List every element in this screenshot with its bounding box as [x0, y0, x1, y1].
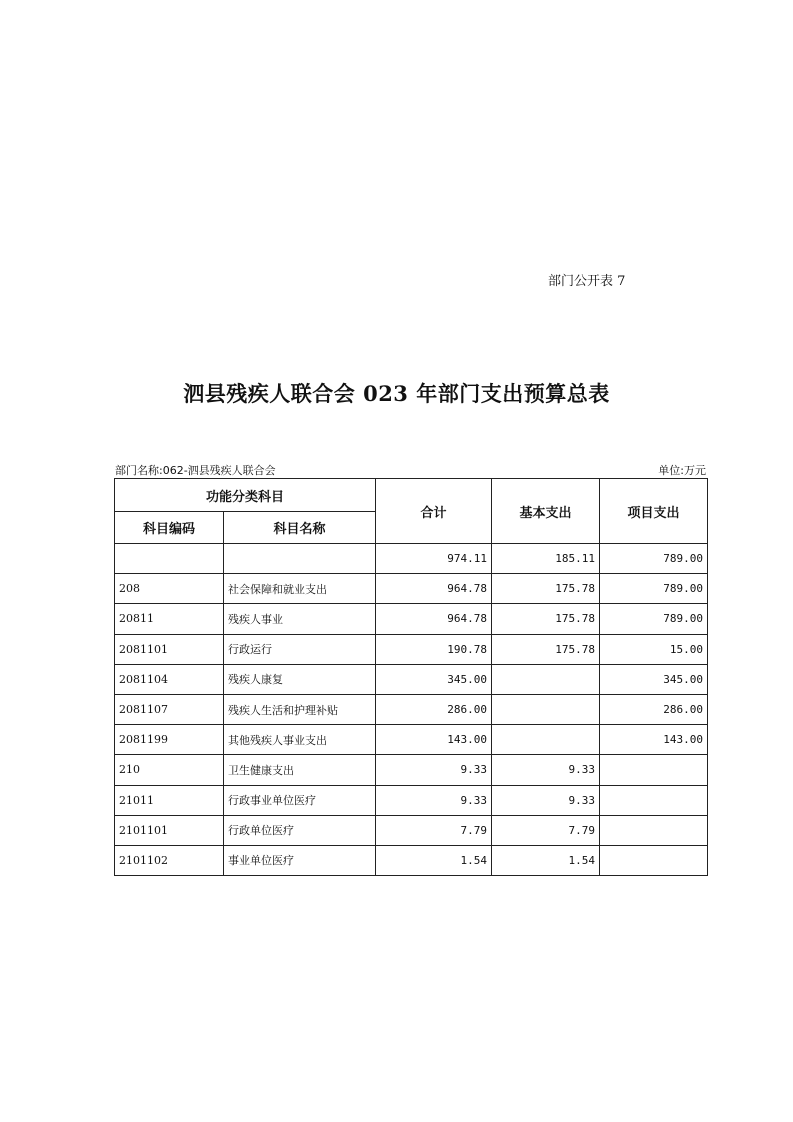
cell-total: 9.33: [376, 755, 492, 785]
cell-basic: 175.78: [492, 634, 600, 664]
header-project: 项目支出: [600, 479, 708, 544]
cell-basic: 9.33: [492, 755, 600, 785]
cell-code: 2101102: [115, 845, 224, 875]
cell-name: 残疾人事业: [224, 604, 376, 634]
cell-code: 208: [115, 574, 224, 604]
cell-code: 2081104: [115, 664, 224, 694]
cell-total: 7.79: [376, 815, 492, 845]
table-row: [115, 725, 708, 755]
cell-basic: [492, 664, 600, 694]
cell-code: 21011: [115, 785, 224, 815]
cell-basic: 1.54: [492, 845, 600, 875]
table-row: [115, 604, 708, 634]
cell-total: 190.78: [376, 634, 492, 664]
header-subject-code: 科目编码: [115, 512, 224, 544]
cell-total: 974.11: [376, 544, 492, 574]
cell-basic: 185.11: [492, 544, 600, 574]
cell-name: 行政事业单位医疗: [224, 785, 376, 815]
cell-total: 964.78: [376, 574, 492, 604]
cell-basic: 7.79: [492, 815, 600, 845]
table-row: [115, 785, 708, 815]
cell-basic: 175.78: [492, 604, 600, 634]
cell-project: 345.00: [600, 664, 708, 694]
budget-table: [114, 478, 708, 876]
cell-code: 2081107: [115, 694, 224, 724]
cell-project: [600, 755, 708, 785]
cell-name: 残疾人康复: [224, 664, 376, 694]
header-subject-name: 科目名称: [224, 512, 376, 544]
cell-basic: 9.33: [492, 785, 600, 815]
cell-project: [600, 785, 708, 815]
cell-project: 143.00: [600, 725, 708, 755]
header-total: 合计: [376, 479, 492, 544]
cell-total: 964.78: [376, 604, 492, 634]
cell-project: 286.00: [600, 694, 708, 724]
table-row: [115, 664, 708, 694]
cell-code: 2101101: [115, 815, 224, 845]
cell-basic: [492, 725, 600, 755]
cell-project: 15.00: [600, 634, 708, 664]
table-row: [115, 694, 708, 724]
cell-total: 286.00: [376, 694, 492, 724]
table-body: [115, 544, 708, 876]
cell-total: 1.54: [376, 845, 492, 875]
cell-project: 789.00: [600, 604, 708, 634]
cell-basic: 175.78: [492, 574, 600, 604]
unit-label: 单位:万元: [658, 464, 706, 477]
header-basic: 基本支出: [492, 479, 600, 544]
department-label: 部门名称:062-泗县残疾人联合会: [115, 464, 276, 477]
cell-code: 210: [115, 755, 224, 785]
cell-code: 20811: [115, 604, 224, 634]
cell-name: 社会保障和就业支出: [224, 574, 376, 604]
cell-name: 事业单位医疗: [224, 845, 376, 875]
cell-name: 卫生健康支出: [224, 755, 376, 785]
table-row: [115, 574, 708, 604]
form-number: 部门公开表 7: [548, 274, 626, 289]
table-row: [115, 634, 708, 664]
cell-total: 143.00: [376, 725, 492, 755]
cell-name: 其他残疾人事业支出: [224, 725, 376, 755]
cell-project: [600, 815, 708, 845]
table-row: [115, 544, 708, 574]
cell-project: 789.00: [600, 574, 708, 604]
cell-code: 2081101: [115, 634, 224, 664]
cell-name: 残疾人生活和护理补贴: [224, 694, 376, 724]
header-functional-class: 功能分类科目: [115, 479, 376, 512]
cell-total: 9.33: [376, 785, 492, 815]
table-row: [115, 755, 708, 785]
cell-code: [115, 544, 224, 574]
cell-name: 行政运行: [224, 634, 376, 664]
cell-project: [600, 845, 708, 875]
table-row: [115, 815, 708, 845]
cell-project: 789.00: [600, 544, 708, 574]
cell-name: [224, 544, 376, 574]
cell-name: 行政单位医疗: [224, 815, 376, 845]
page-title: 泗县残疾人联合会 023 年部门支出预算总表: [183, 381, 610, 406]
cell-basic: [492, 694, 600, 724]
cell-code: 2081199: [115, 725, 224, 755]
cell-total: 345.00: [376, 664, 492, 694]
table-row: [115, 845, 708, 875]
